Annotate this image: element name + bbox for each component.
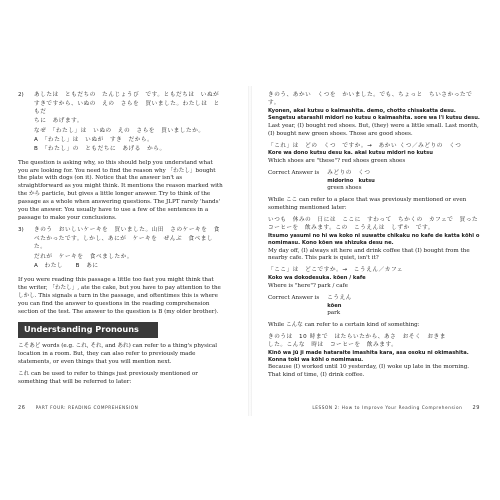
gloss-jp: 「これ」は どの くつ ですか。→ あかい くつ／みどりの くつ xyxy=(268,142,462,149)
gloss-english: Where is "here"? park / cafe xyxy=(268,282,348,289)
example-jp-line: きのう、あかい くつを かいました。でも、ちょっと ちいさかったです。 xyxy=(268,92,473,106)
correct-answer-block xyxy=(268,295,480,318)
example-2 xyxy=(18,92,224,155)
example-jp-line: ちに あげます。 xyxy=(34,117,84,124)
correct-answer-jp: こうえん xyxy=(327,294,352,301)
page-footer xyxy=(268,405,480,412)
gloss-romaji: Kore wa dono kutsu desu ka. akai kutsu midori no kutsu xyxy=(268,150,433,157)
page-number: 29 xyxy=(472,404,480,411)
gloss-english: Which shoes are "these"? red shoes green shoes xyxy=(268,157,406,164)
body-paragraph: If you were reading this passage a little too fast you might think that the writer, 「わたし」, ate the cake, but you have to pay attention to the しかし. This signals a turn in the passage, and oftentimes this is where you can find the answer to questions in the reading comprehension section of the test. The answer to the question is B (my older brother). xyxy=(18,276,221,315)
body-paragraph: The question is asking why, so this should help you understand what you are looking for. You need to find the reason why 「わたし」bought the plate with dogs (on it). Notice that the answer isn't as straightforward as you might think. It mentions the reason marked with the から particle, but gives a little longer answer. Try to think of the passage as a whole when answering questions. The JLPT rarely 'hands' you the answer. You usually have to use a few of the sentences in a passage to make your conclusions. xyxy=(18,159,223,222)
body-paragraph: これ can be used to refer to things just previously mentioned or something that will be referred to later: xyxy=(18,370,198,385)
right-page xyxy=(258,86,496,416)
answer-options: A わたし B あに xyxy=(34,262,99,269)
page-number: 26 xyxy=(18,404,26,411)
example-jp-line: べたかったです。しかし、あにが ケーキを ぜんぶ 食べました。 xyxy=(34,236,214,250)
example-jp-line: した。こんな 時は コーヒーを 飲みます。 xyxy=(268,341,398,348)
gloss-jp: 「ここ」は どこですか。→ こうえん／カフェ xyxy=(268,267,404,274)
example-translation: My day off, (I) always sit here and drink coffee that (I) bought from the nearby cafe. This park is quiet, isn't it? xyxy=(268,247,470,262)
answer-a: A 「わたし」は いぬが すき だから。 xyxy=(34,136,154,143)
section-heading: Understanding Pronouns xyxy=(18,322,158,338)
example-jp-line: すきですから、いぬの えの さらを 買いました。わたしは ともだ xyxy=(34,100,220,115)
example-translation: Because (I) worked until 10 yesterday, (I) woke up late in the morning. That kind of time, (I) drink coffee. xyxy=(268,364,470,379)
book-gutter xyxy=(248,86,252,416)
correct-answer-jp: みどりの くつ xyxy=(327,169,371,176)
running-footer: LESSON 2: How to Improve Your Reading Comprehension xyxy=(312,404,463,410)
example-jp-line: コーヒーを 飲みます。この こうえんは しずか です。 xyxy=(268,224,435,231)
running-footer: PART FOUR: READING COMPREHENSION xyxy=(35,404,139,410)
gloss-romaji: Koko wa dokodesuka. kōen / kafe xyxy=(268,275,366,282)
example-romaji: Sengetsu atarashii midori no kutsu o kaimashita. sore wa l'i kutsu desu. xyxy=(268,115,480,122)
page-footer xyxy=(18,405,224,412)
correct-answer-label: Correct Answer is xyxy=(268,169,320,176)
example-3 xyxy=(18,227,224,272)
correct-answer-english: green shoes xyxy=(327,185,362,192)
example-number: 3) xyxy=(18,227,24,234)
correct-answer-label: Correct Answer is xyxy=(268,294,320,301)
example-question: だれが ケーキを 食べましたか。 xyxy=(34,253,134,260)
example-jp-line: きのうは 10 時まで はたらいたから、あさ おそく おきま xyxy=(268,333,446,340)
body-paragraph: While こんな can refer to a certain kind of something: xyxy=(268,321,420,328)
correct-answer-romaji: midorino kutsu xyxy=(327,177,375,184)
example-romaji: Itsumo yasumi no hi wa koko ni suwatte chikaku no kafe de katta kōhī o nomimasu. Kono kōen wa shizuka desu ne. xyxy=(268,232,480,247)
example-romaji: Kyonen, akai kutsu o kaimashita. demo, chotto chisakatta desu. xyxy=(268,107,456,114)
correct-answer-block xyxy=(268,170,480,193)
body-paragraph: While ここ can refer to a place that was previously mentioned or even something mentioned later: xyxy=(268,197,467,211)
gloss-block xyxy=(268,143,480,166)
correct-answer-romaji: kōen xyxy=(327,302,342,309)
example-jp-line: いつも 休みの 日には ここに すわって ちかくの カフェで 買った xyxy=(268,216,479,223)
example-question: なぜ 「わたし」は いぬの えの さらを 買いましたか。 xyxy=(34,127,205,134)
example-jp-line: あしたは ともだちの たんじょうび です。ともだちは いぬが xyxy=(34,92,220,98)
correct-answer-english: park xyxy=(327,309,341,316)
book-spread xyxy=(0,86,500,416)
answer-b: B 「わたし」の ともだちに あげる から。 xyxy=(34,145,166,152)
example-romaji: Kinō wa jū ji made hataraite imashita kara, asa osoku ni okimashita. Konna toki wa kōhī o nomimasu. xyxy=(268,349,469,364)
gloss-block xyxy=(268,267,480,290)
example-translation: Last year, (I) bought red shoes. But, (they) were a little small. Last month, (I) bought new green shoes. Those are good shoes. xyxy=(268,122,479,137)
left-page xyxy=(0,86,238,416)
body-paragraph: こそあど words (e.g. これ, それ, and あれ) can refer to a thing's physical location in a room. But, they can also refer to previously made statements, or even things that you will mention next. xyxy=(18,343,217,365)
example-jp-line: きのう おいしいケーキを 買いました。山田 さのケーキを 食 xyxy=(34,227,220,234)
example-number: 2) xyxy=(18,92,24,98)
